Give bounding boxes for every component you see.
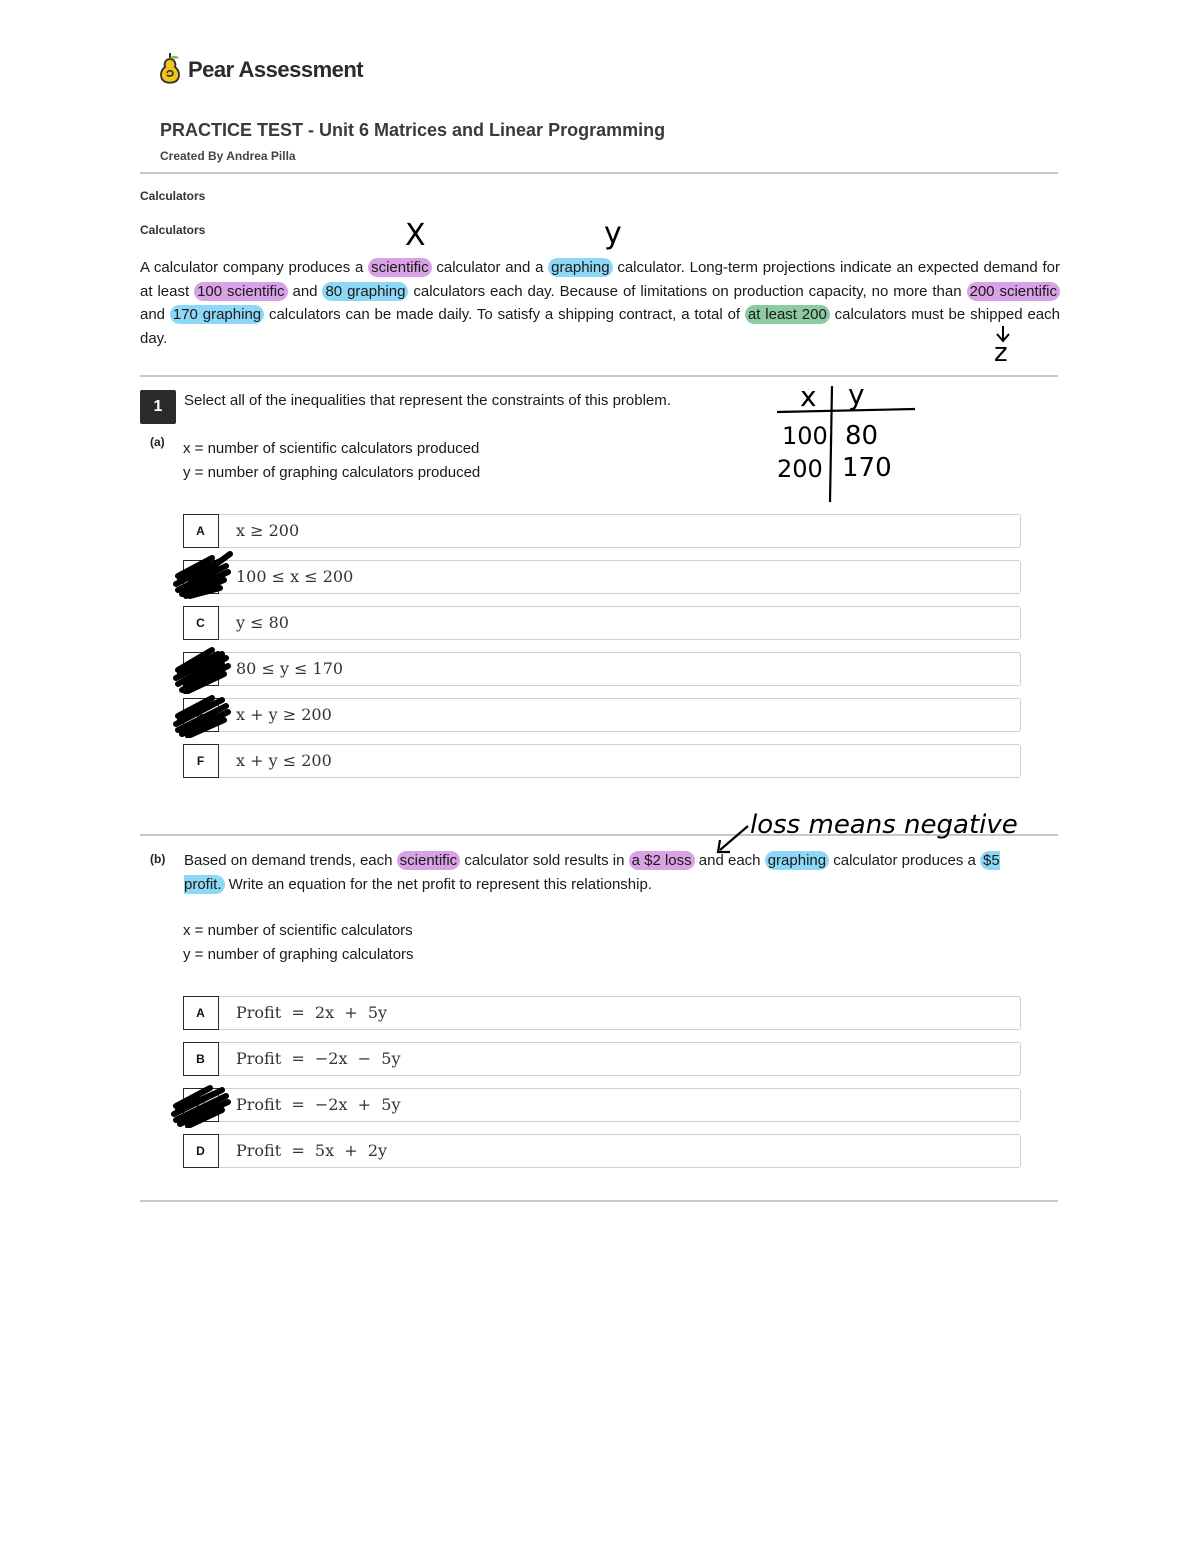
highlight-profit: $5 profit. [184,852,1000,893]
answer-choice-b[interactable] [183,1042,1021,1076]
variable-definition-x: x = number of scientific calculators produced [183,440,480,457]
passage-text: A calculator company produces a scientific calculator and a graphing calculator. Long-term projections indicate an expected demand for at least 100 scientific and 80 graphing calculators each day. Because of limitations on production capacity, no more than 200 scientific and 170 graphing calculators can be made daily. To satisfy a shipping contract, a total of at least 200 calculators must be shipped each day. [140,259,1060,347]
choice-letter: D [183,1134,219,1168]
highlight-100-scientific: 100 scientific [194,282,287,301]
part-label: (a) [150,435,165,449]
table-header-x: x [800,380,817,413]
highlight-scientific: scientific [397,851,461,870]
author-line: Created By Andrea Pilla [160,149,296,163]
divider [140,375,1058,377]
table-cell: 100 [782,422,828,450]
choice-letter: D [183,652,219,686]
handwritten-x-label: X [405,218,426,253]
handwritten-note: loss means negative [750,810,1018,840]
choice-text: 80 ≤ y ≤ 170 [236,659,344,678]
choice-text: x ≥ 200 [236,521,300,540]
choice-text: x + y ≥ 200 [236,705,332,724]
highlight-scientific: scientific [368,258,432,277]
brand-name: Pear Assessment [188,57,364,82]
answer-choice-f[interactable] [183,744,1021,778]
highlight-170-graphing: 170 graphing [170,305,264,324]
part-label: (b) [150,852,166,866]
question-number: 1 [140,390,176,424]
selection-scribble-icon [172,692,234,738]
answer-choice-a[interactable] [183,514,1021,548]
handwritten-y-label: y [604,216,622,251]
pear-icon [158,51,182,90]
selection-scribble-icon [172,644,234,694]
highlight-200-scientific: 200 scientific [967,282,1060,301]
table-header-y: y [848,378,865,411]
table-cell: 170 [842,453,892,483]
answer-choice-c[interactable] [183,1088,1021,1122]
answer-choice-c[interactable] [183,606,1021,640]
handwritten-z-label: z [994,338,1008,368]
answer-choice-d[interactable] [183,1134,1021,1168]
question-prompt: Select all of the inequalities that represent the constraints of this problem. [184,392,671,409]
choice-letter: B [183,1042,219,1076]
variable-definition-y: y = number of graphing calculators produced [183,464,481,481]
divider [140,1200,1058,1202]
choice-text: Profit = −2x + 5y [236,1095,401,1114]
choice-text: y ≤ 80 [236,613,289,632]
section-label: Calculators [140,189,206,203]
answer-choice-b[interactable] [183,560,1021,594]
choice-text: x + y ≤ 200 [236,751,332,770]
choice-letter: C [183,606,219,640]
choice-letter: A [183,514,219,548]
choice-letter: A [183,996,219,1030]
passage-heading: Calculators [140,223,206,237]
divider [140,172,1058,174]
choice-text: 100 ≤ x ≤ 200 [236,567,354,586]
page-title: PRACTICE TEST - Unit 6 Matrices and Linear Programming [160,120,666,140]
choice-text: Profit = 2x + 5y [236,1003,388,1022]
highlight-graphing: graphing [548,258,612,277]
table-cell: 80 [845,421,879,451]
choice-letter: E [183,698,219,732]
choice-letter: C [183,1088,219,1122]
highlight-loss: a $2 loss [629,851,695,870]
answer-choice-e[interactable] [183,698,1021,732]
selection-scribble-icon [170,1082,234,1128]
highlight-at-least-200: at least 200 [745,305,830,324]
table-cell: 200 [777,455,823,483]
brand-header [158,50,363,90]
highlight-graphing: graphing [765,851,829,870]
answer-choice-a[interactable] [183,996,1021,1030]
variable-definition-x: x = number of scientific calculators [183,922,413,939]
variable-definition-y: y = number of graphing calculators [183,946,414,963]
choice-letter: F [183,744,219,778]
choice-text: Profit = 5x + 2y [236,1141,388,1160]
choice-letter: B [183,560,219,594]
part-b-prompt: Based on demand trends, each scientific calculator sold results in a $2 loss and each graphing calculator produces a $5 profit. Write an equation for the net profit to represent this relationship. [184,852,1000,893]
answer-choice-d[interactable] [183,652,1021,686]
choice-text: Profit = −2x − 5y [236,1049,401,1068]
selection-scribble-icon [172,550,234,600]
highlight-80-graphing: 80 graphing [322,282,408,301]
